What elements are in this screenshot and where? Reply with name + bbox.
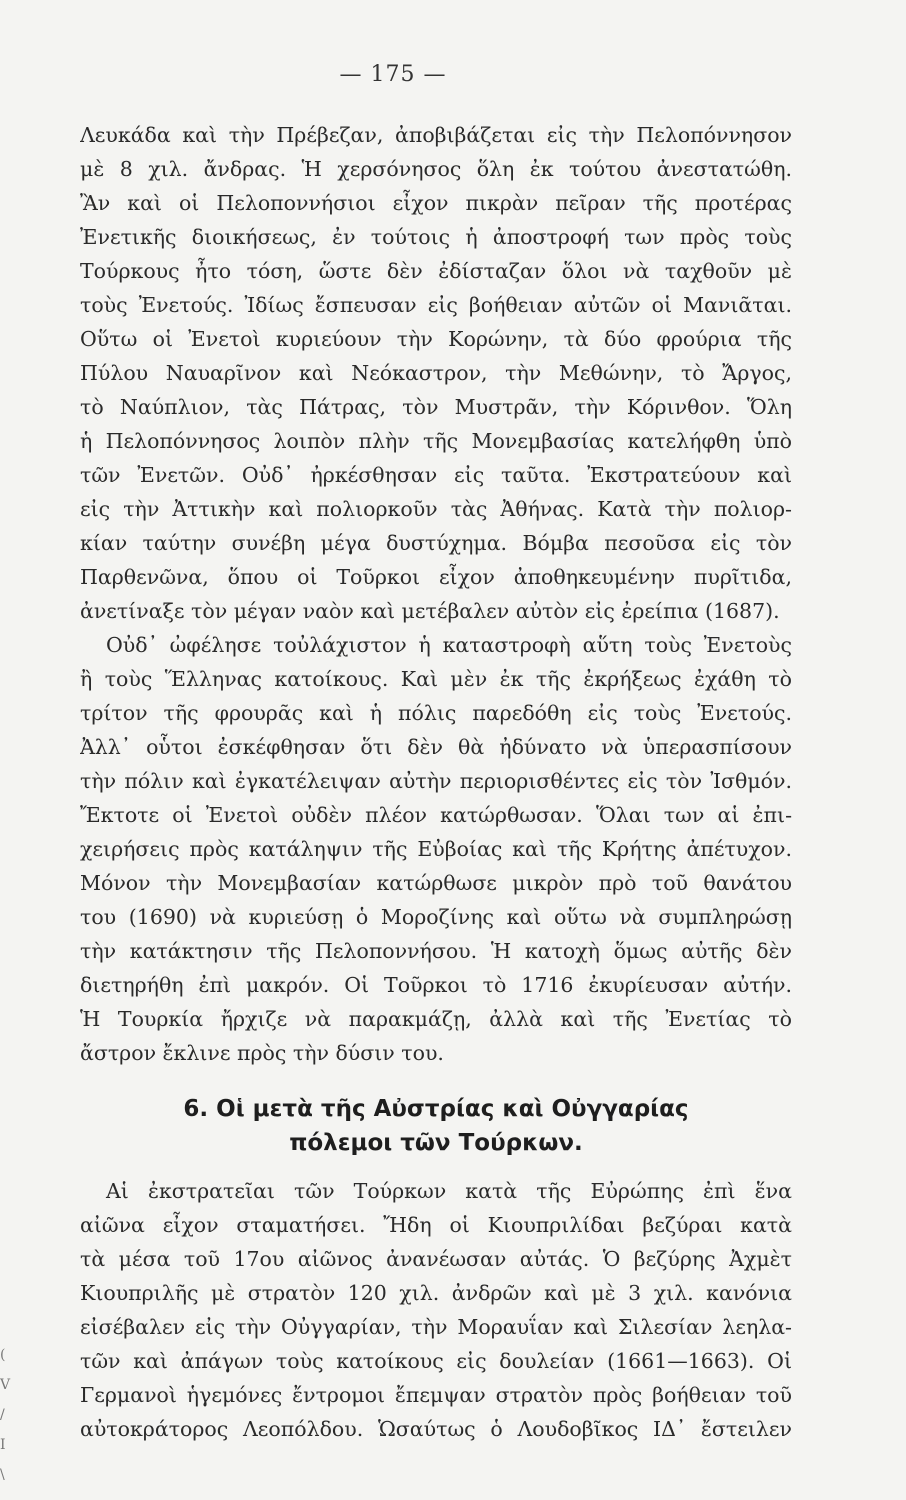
text-line: αἰῶνα εἶχον σταματήσει. Ἤδη οἱ Κιουπριλίδαι βεζύραι κατὰ	[80, 1213, 792, 1237]
text-line: διετηρήθη ἐπὶ μακρόν. Οἱ Τοῦρκοι τὸ 1716 ἐκυρίευσαν αὐτήν.	[80, 973, 792, 997]
text-line: του (1690) νὰ κυριεύσῃ ὁ Μοροζίνης καὶ οὕτω νὰ συμπληρώσῃ	[80, 905, 792, 929]
text-line: Αἱ ἐκστρατεῖαι τῶν Τούρκων κατὰ τῆς Εὐρώπης ἐπὶ ἕνα	[106, 1179, 792, 1203]
text-line: Τούρκους ἦτο τόση, ὥστε δὲν ἐδίσταζαν ὅλοι νὰ ταχθοῦν μὲ	[80, 259, 792, 283]
page-number: — 175 —	[339, 62, 447, 87]
scan-margin-marks	[0, 1340, 16, 1490]
text-line: Κιουπριλῆς μὲ στρατὸν 120 χιλ. ἀνδρῶν καὶ μὲ 3 χιλ. κανόνια	[80, 1281, 792, 1305]
text-line: Οὐδ᾽ ὠφέλησε τοὐλάχιστον ἡ καταστροφὴ αὕτη τοὺς Ἐνετοὺς	[106, 633, 792, 657]
text-line: τὰ μέσα τοῦ 17ου αἰῶνος ἀνανέωσαν αὐτάς. Ὁ βεζύρης Ἀχμὲτ	[80, 1247, 792, 1271]
main-text-block	[80, 118, 792, 1070]
text-line: ἄστρον ἔκλινε πρὸς τὴν δύσιν του.	[80, 1041, 444, 1065]
text-line: τῶν καὶ ἀπάγων τοὺς κατοίκους εἰς δουλείαν (1661—1663). Οἱ	[80, 1349, 792, 1373]
text-line: ἢ τοὺς Ἕλληνας κατοίκους. Καὶ μὲν ἐκ τῆς ἐκρήξεως ἐχάθη τὸ	[80, 667, 792, 691]
text-line: Πύλου Ναυαρῖνον καὶ Νεόκαστρον, τὴν Μεθώνην, τὸ Ἄργος,	[80, 361, 792, 385]
text-line: τὴν πόλιν καὶ ἐγκατέλειψαν αὐτὴν περιορισθέντες εἰς τὸν Ἰσθμόν.	[80, 769, 792, 793]
text-line: Ἀλλ᾽ οὗτοι ἐσκέφθησαν ὅτι δὲν θὰ ἠδύνατο νὰ ὑπερασπίσουν	[80, 735, 792, 759]
text-line: Ἂν καὶ οἱ Πελοποννήσιοι εἶχον πικρὰν πεῖραν τῆς προτέρας	[80, 191, 792, 215]
text-line: τὴν κατάκτησιν τῆς Πελοποννήσου. Ἡ κατοχὴ ὅμως αὐτῆς δὲν	[80, 939, 792, 963]
text-line: Ἔκτοτε οἱ Ἐνετοὶ οὐδὲν πλέον κατώρθωσαν. Ὅλαι των αἱ ἐπι-	[80, 803, 792, 827]
text-line: τῶν Ἐνετῶν. Οὐδ᾽ ἠρκέσθησαν εἰς ταῦτα. Ἐκστρατεύουν καὶ	[80, 463, 792, 487]
section-heading	[80, 1092, 792, 1160]
text-line: Μόνον τὴν Μονεμβασίαν κατώρθωσε μικρὸν πρὸ τοῦ θανάτου	[80, 871, 792, 895]
text-line: εἰς τὴν Ἀττικὴν καὶ πολιορκοῦν τὰς Ἀθήνας. Κατὰ τὴν πολιορ-	[80, 497, 792, 521]
text-line: εἰσέβαλεν εἰς τὴν Οὐγγαρίαν, τὴν Μοραυΐαν καὶ Σιλεσίαν λεηλα-	[80, 1315, 792, 1339]
margin-mark: I	[0, 1437, 6, 1453]
text-line: κίαν ταύτην συνέβη μέγα δυστύχημα. Βόμβα πεσοῦσα εἰς τὸν	[80, 531, 792, 555]
margin-mark: (	[0, 1347, 6, 1363]
text-line: ἡ Πελοπόννησος λοιπὸν πλὴν τῆς Μονεμβασίας κατελήφθη ὑπὸ	[80, 429, 792, 453]
text-line: Ἡ Τουρκία ἤρχιζε νὰ παρακμάζῃ, ἀλλὰ καὶ τῆς Ἐνετίας τὸ	[80, 1007, 792, 1031]
text-line: μὲ 8 χιλ. ἄνδρας. Ἡ χερσόνησος ὅλη ἐκ τούτου ἀνεστατώθη.	[80, 157, 792, 181]
text-line: χειρήσεις πρὸς κατάληψιν τῆς Εὐβοίας καὶ τῆς Κρήτης ἀπέτυχον.	[80, 837, 792, 861]
text-line: Γερμανοὶ ἡγεμόνες ἔντρομοι ἔπεμψαν στρατὸν πρὸς βοήθειαν τοῦ	[80, 1383, 792, 1407]
section-heading-line: πόλεμοι τῶν Τούρκων.	[289, 1130, 583, 1156]
text-line: τοὺς Ἐνετούς. Ἰδίως ἔσπευσαν εἰς βοήθειαν αὐτῶν οἱ Μανιᾶται.	[80, 293, 792, 317]
margin-mark: /	[0, 1407, 5, 1423]
margin-mark: \	[0, 1467, 5, 1483]
text-line: αὐτοκράτορος Λεοπόλδου. Ὡσαύτως ὁ Λουδοβῖκος ΙΔ᾽ ἔστειλεν	[80, 1417, 792, 1441]
text-line: τὸ Ναύπλιον, τὰς Πάτρας, τὸν Μυστρᾶν, τὴν Κόρινθον. Ὅλη	[80, 395, 792, 419]
section-heading-line: 6. Οἱ μετὰ τῆς Αὐστρίας καὶ Οὐγγαρίας	[183, 1096, 689, 1122]
section-text-block	[80, 1174, 792, 1446]
margin-mark: V	[0, 1377, 11, 1393]
text-line: τρίτον τῆς φρουρᾶς καὶ ἡ πόλις παρεδόθη εἰς τοὺς Ἐνετούς.	[80, 701, 792, 725]
text-line: Λευκάδα καὶ τὴν Πρέβεζαν, ἀποβιβάζεται εἰς τὴν Πελοπόννησον	[80, 123, 792, 147]
text-line: ἀνετίναξε τὸν μέγαν ναὸν καὶ μετέβαλεν αὐτὸν εἰς ἐρείπια (1687).	[80, 599, 780, 623]
text-line: Οὕτω οἱ Ἐνετοὶ κυριεύουν τὴν Κορώνην, τὰ δύο φρούρια τῆς	[80, 327, 792, 351]
text-line: Παρθενῶνα, ὅπου οἱ Τοῦρκοι εἶχον ἀποθηκευμένην πυρῖτιδα,	[80, 565, 792, 589]
text-line: Ἐνετικῆς διοικήσεως, ἐν τούτοις ἡ ἀποστροφή των πρὸς τοὺς	[80, 225, 792, 249]
